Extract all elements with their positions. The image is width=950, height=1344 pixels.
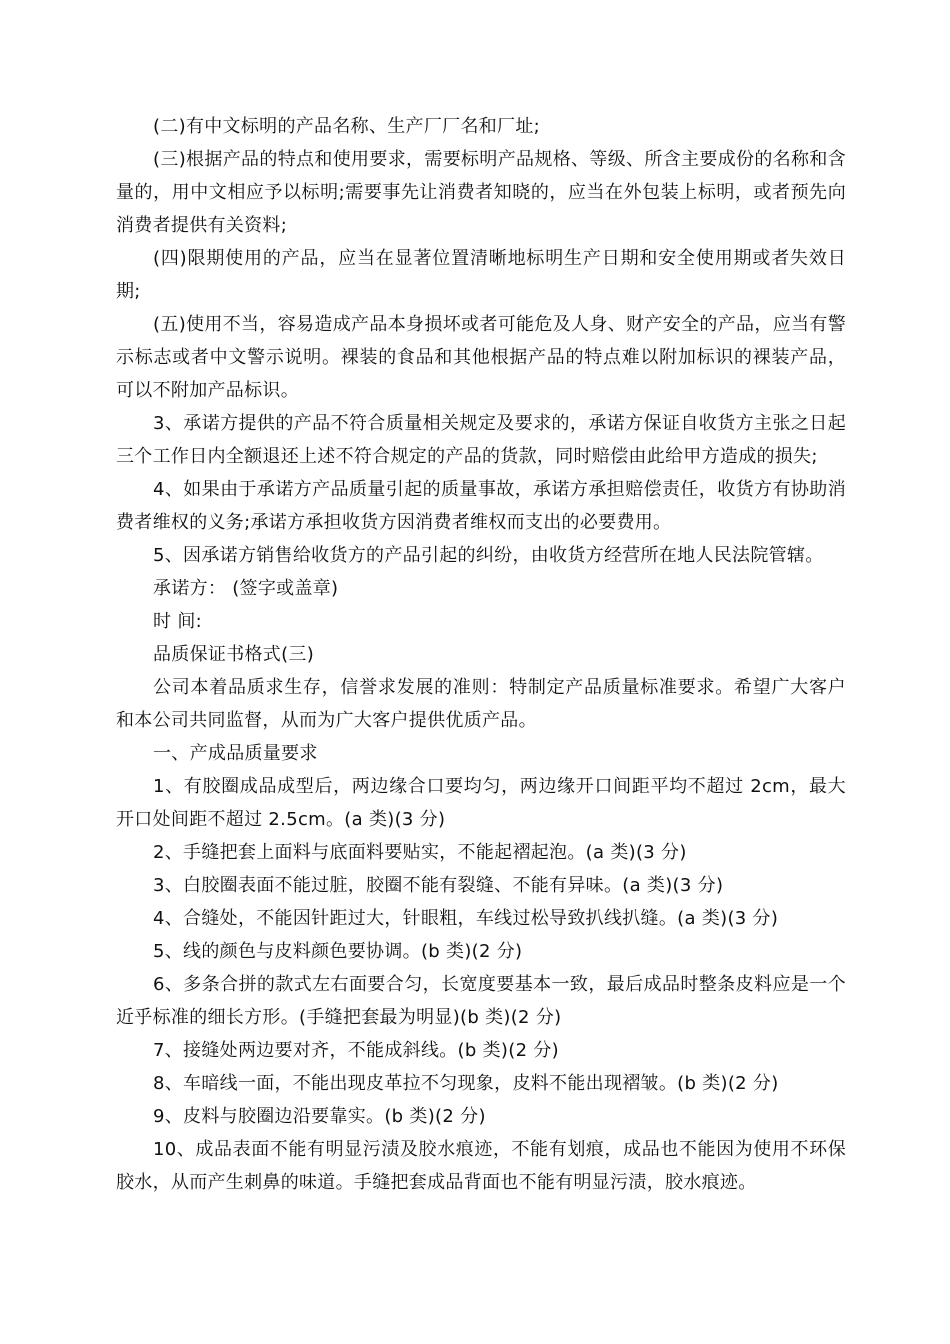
clause-liability: 4、如果由于承诺方产品质量引起的质量事故，承诺方承担赔偿责任，收货方有协助消费者维权的义务;承诺方承担收货方因消费者维权而支出的必要费用。 — [116, 479, 846, 533]
requirement-5: 5、线的颜色与皮料颜色要协调。(b 类)(2 分) — [153, 941, 523, 962]
requirement-7: 7、接缝处两边要对齐，不能成斜线。(b 类)(2 分) — [153, 1040, 559, 1061]
signature-line: 承诺方： (签字或盖章) — [153, 578, 339, 599]
item-product-name-address: (二)有中文标明的产品名称、生产厂厂名和厂址; — [153, 116, 541, 137]
requirement-8: 8、车暗线一面，不能出现皮革拉不匀现象，皮料不能出现褶皱。(b 类)(2 分) — [153, 1073, 779, 1094]
requirement-1: 1、有胶圈成品成型后，两边缘合口要均匀，两边缘开口间距平均不超过 2cm，最大开口处间距不超过 2.5cm。(a 类)(3 分) — [116, 776, 846, 830]
document-body — [116, 110, 846, 1199]
requirement-9: 9、皮料与胶圈边沿要靠实。(b 类)(2 分) — [153, 1106, 486, 1127]
item-product-spec-labeling: (三)根据产品的特点和使用要求，需要标明产品规格、等级、所含主要成份的名称和含量的，用中文相应予以标明;需要事先让消费者知晓的，应当在外包装上标明，或者预先向消费者提供有关资料; — [116, 149, 846, 236]
item-expiry-date-labeling: (四)限期使用的产品，应当在显著位置清晰地标明生产日期和安全使用期或者失效日期; — [116, 248, 846, 302]
requirement-2: 2、手缝把套上面料与底面料要贴实，不能起褶起泡。(a 类)(3 分) — [153, 842, 687, 863]
intro-paragraph: 公司本着品质求生存，信誉求发展的准则：特制定产品质量标准要求。希望广大客户和本公司共同监督，从而为广大客户提供优质产品。 — [116, 677, 846, 731]
item-warning-labeling: (五)使用不当，容易造成产品本身损坏或者可能危及人身、财产安全的产品，应当有警示标志或者中文警示说明。裸装的食品和其他根据产品的特点难以附加标识的裸装产品，可以不附加产品标识。 — [116, 314, 846, 401]
section-heading: 品质保证书格式(三) — [153, 644, 315, 665]
requirement-3: 3、白胶圈表面不能过脏，胶圈不能有裂缝、不能有异味。(a 类)(3 分) — [153, 875, 724, 896]
requirement-10: 10、成品表面不能有明显污渍及胶水痕迹，不能有划痕，成品也不能因为使用不环保胶水，从而产生刺鼻的味道。手缝把套成品背面也不能有明显污渍，胶水痕迹。 — [116, 1139, 846, 1193]
date-line: 时 间: — [153, 611, 202, 632]
requirement-4: 4、合缝处，不能因针距过大，针眼粗，车线过松导致扒线扒缝。(a 类)(3 分) — [153, 908, 779, 929]
subsection-heading: 一、产成品质量要求 — [153, 743, 318, 764]
clause-jurisdiction: 5、因承诺方销售给收货方的产品引起的纠纷，由收货方经营所在地人民法院管辖。 — [153, 545, 824, 566]
clause-refund: 3、承诺方提供的产品不符合质量相关规定及要求的，承诺方保证自收货方主张之日起三个工作日内全额退还上述不符合规定的产品的货款，同时赔偿由此给甲方造成的损失; — [116, 413, 846, 467]
requirement-6: 6、多条合拼的款式左右面要合匀，长宽度要基本一致，最后成品时整条皮料应是一个近乎标准的细长方形。(手缝把套最为明显)(b 类)(2 分) — [116, 974, 846, 1028]
